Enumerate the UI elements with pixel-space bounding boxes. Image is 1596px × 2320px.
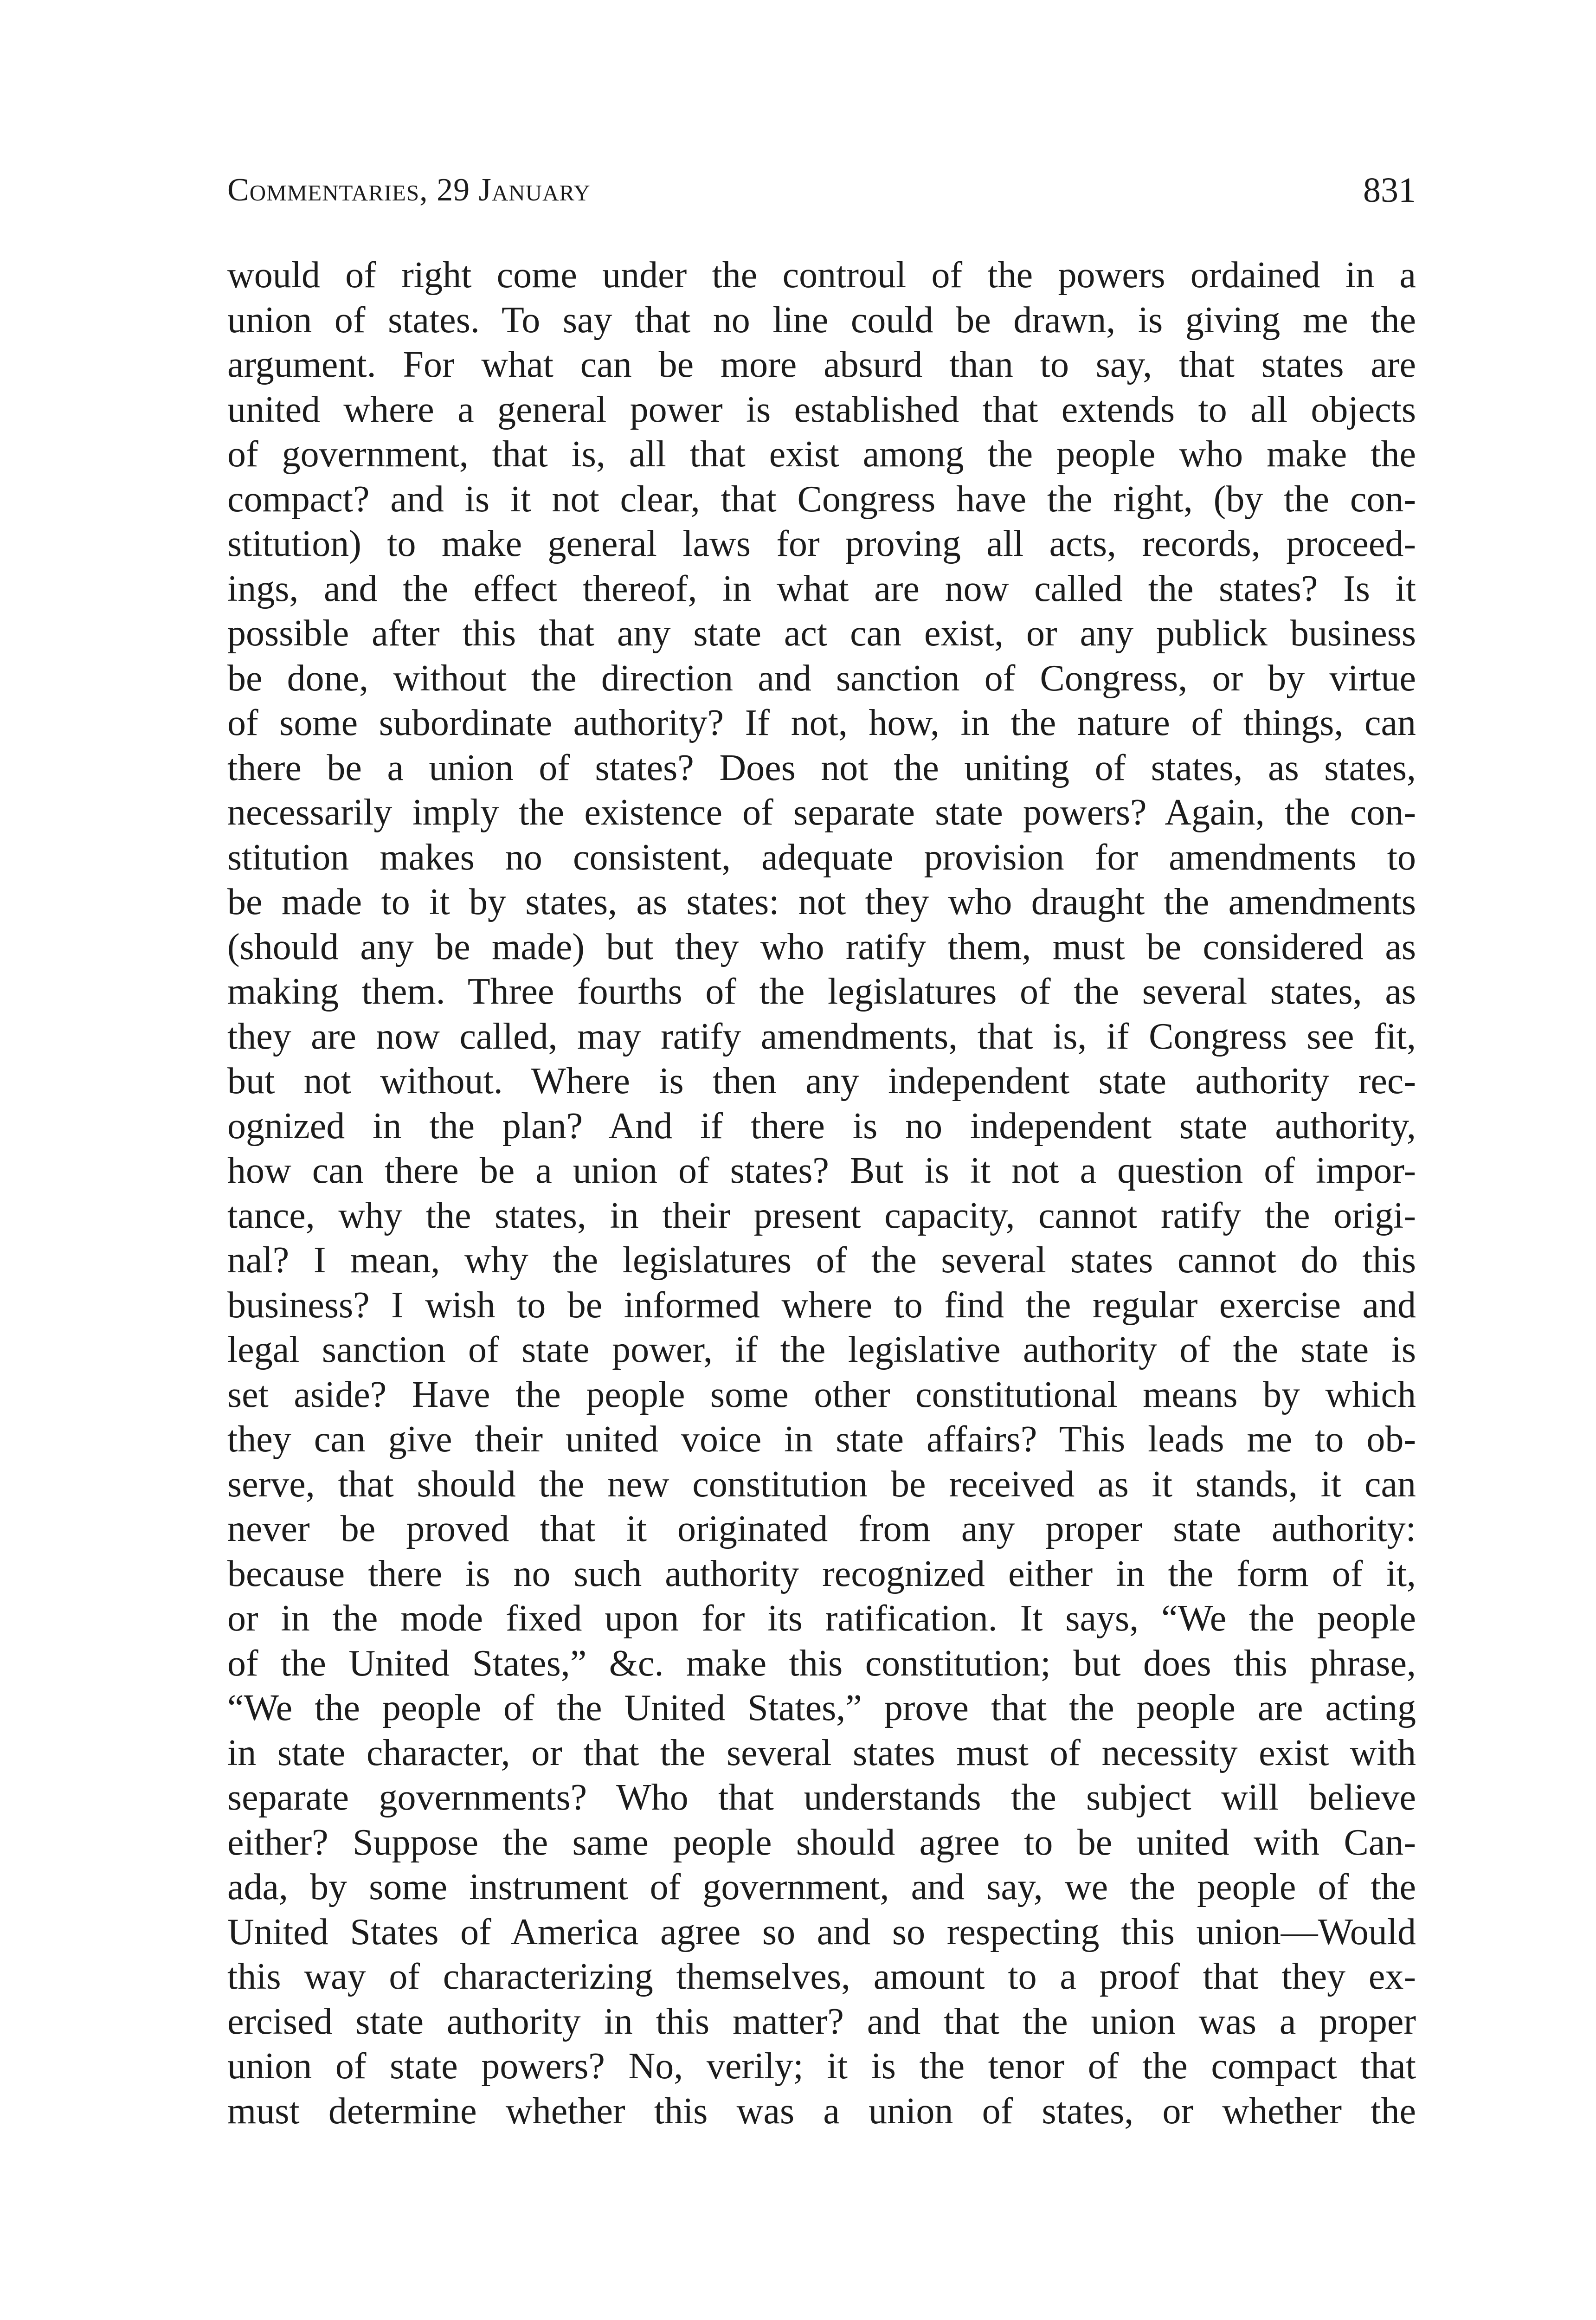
text-line: united where a general power is established that extends to all objects <box>227 389 1416 430</box>
text-line: or in the mode fixed upon for its ratification. It says, “We the people <box>227 1598 1416 1639</box>
text-line: be made to it by states, as states: not they who draught the amendments <box>227 882 1416 922</box>
text-line: there be a union of states? Does not the uniting of states, as states, <box>227 747 1416 788</box>
text-line: they can give their united voice in state affairs? This leads me to ob- <box>227 1419 1416 1460</box>
text-line: they are now called, may ratify amendments, that is, if Congress see fit, <box>227 1016 1416 1057</box>
text-line: union of state powers? No, verily; it is the tenor of the compact that <box>227 2046 1416 2087</box>
text-line: stitution makes no consistent, adequate provision for amendments to <box>227 837 1416 878</box>
text-line: separate governments? Who that understands the subject will believe <box>227 1777 1416 1818</box>
text-line: nal? I mean, why the legislatures of the several states cannot do this <box>227 1240 1416 1281</box>
text-line: making them. Three fourths of the legislatures of the several states, as <box>227 971 1416 1012</box>
text-line: because there is no such authority recognized either in the form of it, <box>227 1553 1416 1594</box>
running-head <box>227 165 1416 216</box>
text-line: in state character, or that the several states must of necessity exist with <box>227 1732 1416 1773</box>
text-line: argument. For what can be more absurd than to say, that states are <box>227 344 1416 385</box>
text-line: United States of America agree so and so respecting this union—Would <box>227 1911 1416 1953</box>
text-line: ognized in the plan? And if there is no independent state authority, <box>227 1105 1416 1147</box>
text-line: serve, that should the new constitution be received as it stands, it can <box>227 1463 1416 1505</box>
text-line: but not without. Where is then any independent state authority rec- <box>227 1061 1416 1102</box>
text-line: would of right come under the controul of the powers ordained in a <box>227 255 1416 296</box>
text-line: union of states. To say that no line could be drawn, is giving me the <box>227 299 1416 341</box>
text-line: business? I wish to be informed where to find the regular exercise and <box>227 1284 1416 1326</box>
text-line: necessarily imply the existence of separate state powers? Again, the con- <box>227 792 1416 833</box>
body-text <box>227 253 1416 2133</box>
text-line: legal sanction of state power, if the legislative authority of the state is <box>227 1329 1416 1370</box>
text-line: never be proved that it originated from any proper state authority: <box>227 1508 1416 1549</box>
text-line: compact? and is it not clear, that Congress have the right, (by the con- <box>227 478 1416 520</box>
text-line: ercised state authority in this matter? and that the union was a proper <box>227 2001 1416 2042</box>
text-line: (should any be made) but they who ratify them, must be considered as <box>227 926 1416 967</box>
text-line: of the United States,” &c. make this constitution; but does this phrase, <box>227 1643 1416 1684</box>
page-number: 831 <box>1363 171 1416 210</box>
text-line: set aside? Have the people some other constitutional means by which <box>227 1374 1416 1415</box>
text-line: of government, that is, all that exist among the people who make the <box>227 434 1416 475</box>
text-line: be done, without the direction and sanction of Congress, or by virtue <box>227 657 1416 699</box>
text-line: possible after this that any state act can exist, or any publick business <box>227 613 1416 654</box>
text-line: of some subordinate authority? If not, how, in the nature of things, can <box>227 702 1416 743</box>
text-line: stitution) to make general laws for proving all acts, records, proceed- <box>227 523 1416 564</box>
running-title: Commentaries, 29 January <box>227 172 591 208</box>
text-line: this way of characterizing themselves, amount to a proof that they ex- <box>227 1956 1416 1997</box>
text-line: either? Suppose the same people should agree to be united with Can- <box>227 1822 1416 1863</box>
text-line: must determine whether this was a union of states, or whether the <box>227 2090 1416 2132</box>
text-line: ada, by some instrument of government, and say, we the people of the <box>227 1867 1416 1908</box>
text-line: ings, and the effect thereof, in what are now called the states? Is it <box>227 568 1416 609</box>
text-line: “We the people of the United States,” prove that the people are acting <box>227 1688 1416 1728</box>
text-line: tance, why the states, in their present capacity, cannot ratify the origi- <box>227 1195 1416 1236</box>
text-line: how can there be a union of states? But is it not a question of impor- <box>227 1150 1416 1191</box>
